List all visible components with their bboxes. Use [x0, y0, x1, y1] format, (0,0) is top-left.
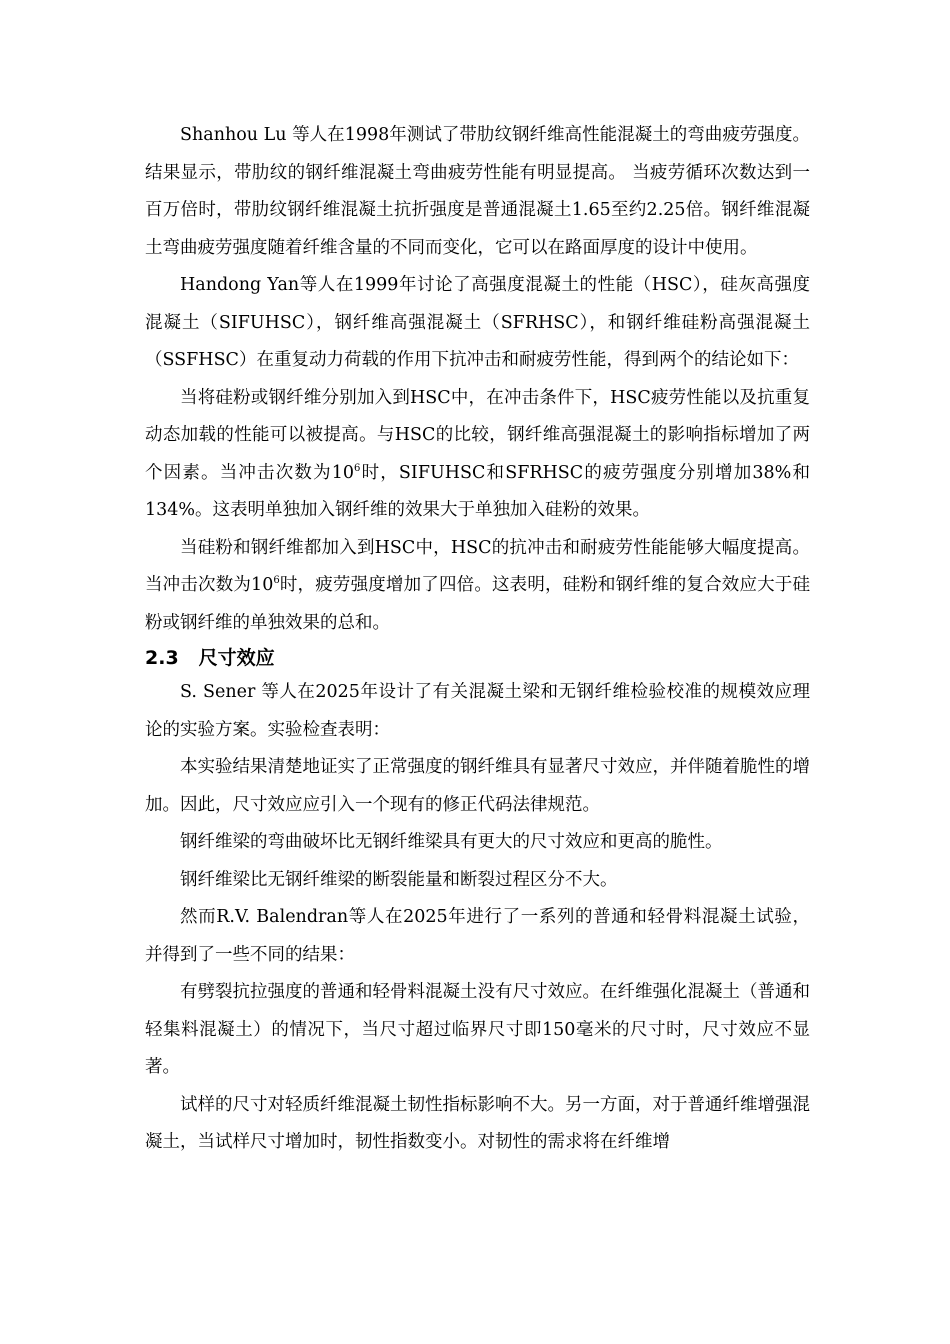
document-body	[145, 117, 810, 1162]
paragraph-balendran-result-2: 试样的尺寸对轻质纤维混凝土韧性指标影响不大。另一方面，对于普通纤维增强混凝土，当试样尺寸增加时，韧性指数变小。对韧性的需求将在纤维增	[145, 1094, 810, 1152]
paragraph-text: 时，疲劳强度增加了四倍。这表明，硅粉和钢纤维的复合效应大于硅粉或钢纤维的单独效果的总和。	[145, 575, 810, 633]
section-number: 2.3	[145, 647, 179, 669]
paragraph-balendran-result-1: 有劈裂抗拉强度的普通和轻骨料混凝土没有尺寸效应。在纤维强化混凝土（普通和轻集料混凝土）的情况下，当尺寸超过临界尺寸即150毫米的尺寸时，尺寸效应不显著。	[145, 982, 810, 1077]
superscript: 6	[354, 462, 361, 474]
paragraph-balendran: 然而R.V. Balendran等人在2025年进行了一系列的普通和轻骨料混凝土试验，并得到了一些不同的结果：	[145, 907, 810, 965]
paragraph-sener: S. Sener 等人在2025年设计了有关混凝土梁和无钢纤维检验校准的规模效应理论的实验方案。实验检查表明：	[145, 682, 810, 740]
paragraph-shanhou-lu: Shanhou Lu 等人在1998年测试了带肋纹钢纤维高性能混凝土的弯曲疲劳强度。 结果显示，带肋纹的钢纤维混凝土弯曲疲劳性能有明显提高。 当疲劳循环次数达到一百万倍时，带肋纹钢纤维混凝土抗折强度是普通混凝土1.65至约2.25倍。钢纤维混凝土弯曲疲劳强度随着纤维含量的不同而变化，它可以在路面厚度的设计中使用。	[145, 125, 810, 258]
section-heading	[145, 642, 810, 674]
superscript: 6	[273, 575, 280, 586]
paragraph-result-3: 钢纤维梁比无钢纤维梁的断裂能量和断裂过程区分不大。	[180, 869, 618, 890]
paragraph-hsc-combined	[145, 530, 810, 643]
paragraph-hsc-separate	[145, 380, 810, 530]
section-title: 尺寸效应	[198, 647, 275, 669]
paragraph-text: 当将硅粉或钢纤维分别加入到HSC中，在冲击条件下，HSC疲劳性能以及抗重复动态加载的性能可以被提高。与HSC的比较，钢纤维高强混凝土的影响指标增加了两个因素。当冲击次数为10	[145, 387, 810, 483]
paragraph-handong-yan: Handong Yan等人在1999年讨论了高强度混凝土的性能（HSC），硅灰高强度混凝土（SIFUHSC），钢纤维高强混凝土（SFRHSC），和钢纤维硅粉高强混凝土（SSFHSC）在重复动力荷载的作用下抗冲击和耐疲劳性能，得到两个的结论如下：	[145, 275, 810, 370]
paragraph-result-2: 钢纤维梁的弯曲破坏比无钢纤维梁具有更大的尺寸效应和更高的脆性。	[180, 832, 723, 852]
paragraph-text: 时，SIFUHSC和SFRHSC的疲劳强度分别增加38%和134%。这表明单独加入钢纤维的效果大于单独加入硅粉的效果。	[145, 462, 810, 520]
paragraph-result-1: 本实验结果清楚地证实了正常强度的钢纤维具有显著尺寸效应，并伴随着脆性的增加。因此，尺寸效应应引入一个现有的修正代码法律规范。	[145, 757, 810, 815]
paragraph-text: 当硅粉和钢纤维都加入到HSC中，HSC的抗冲击和耐疲劳性能能够大幅度提高。当冲击次数为10	[145, 537, 810, 595]
